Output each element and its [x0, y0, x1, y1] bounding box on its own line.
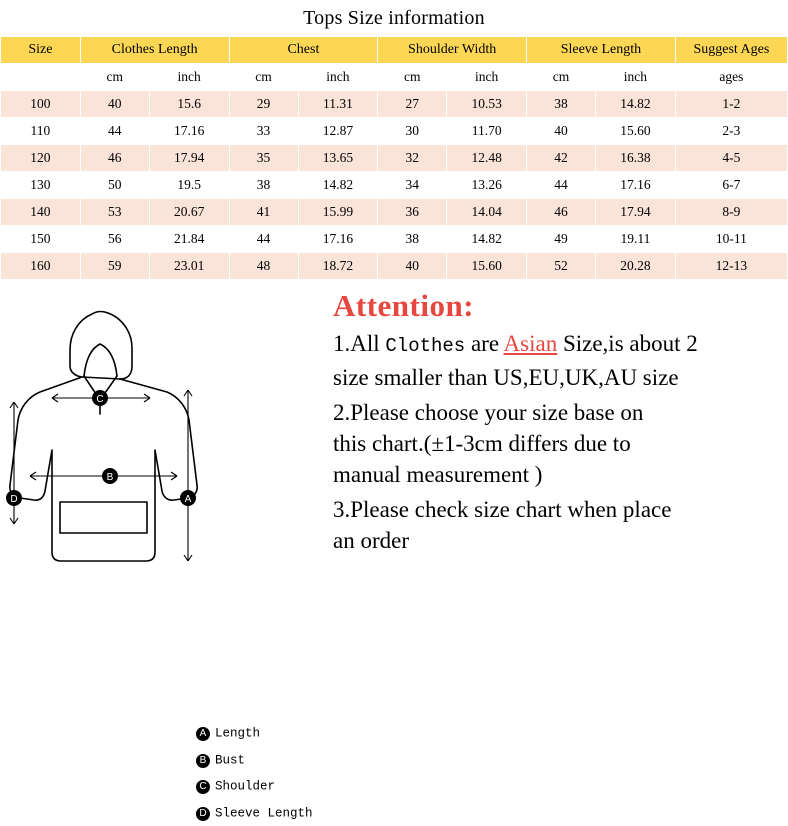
cell-length-cm: 59 [80, 253, 149, 280]
cell-sleeve-cm: 38 [527, 91, 596, 118]
cell-chest-inch: 12.87 [298, 118, 378, 145]
attention-item-3 [328, 494, 788, 556]
cell-chest-cm: 38 [229, 172, 298, 199]
cell-sleeve-cm: 44 [527, 172, 596, 199]
cell-ages: 6-7 [675, 172, 787, 199]
attention-item-1 [328, 328, 788, 393]
cell-size: 110 [1, 118, 81, 145]
cell-sleeve-inch: 17.16 [596, 172, 676, 199]
cell-chest-inch: 18.72 [298, 253, 378, 280]
marker-a [180, 490, 196, 506]
cell-sleeve-inch: 17.94 [596, 199, 676, 226]
garment-diagram [0, 280, 330, 821]
cell-chest-inch: 13.65 [298, 145, 378, 172]
legend-item-shoulder [196, 773, 313, 800]
cell-sleeve-inch: 16.38 [596, 145, 676, 172]
cell-length-cm: 44 [80, 118, 149, 145]
col-header-clothes-length: Clothes Length [80, 37, 229, 64]
legend-item-sleeve-length [196, 800, 313, 826]
unit-cell: cm [229, 64, 298, 91]
cell-chest-inch: 15.99 [298, 199, 378, 226]
cell-shoulder-cm: 32 [378, 145, 447, 172]
legend-badge-d: D [196, 807, 210, 821]
attention-item-1-mono: Clothes [385, 335, 466, 357]
table-group-header-row [1, 37, 788, 64]
table-row [1, 253, 788, 280]
unit-cell: cm [527, 64, 596, 91]
cell-chest-cm: 41 [229, 199, 298, 226]
col-header-sleeve-length: Sleeve Length [527, 37, 676, 64]
col-header-suggest-ages: Suggest Ages [675, 37, 787, 64]
attention-item-1-mid: are [465, 331, 504, 356]
attention-item-3-line-1: 3.Please check size chart when place [333, 497, 672, 522]
cell-sleeve-cm: 42 [527, 145, 596, 172]
cell-ages: 10-11 [675, 226, 787, 253]
unit-cell: ages [675, 64, 787, 91]
diagram-legend [196, 720, 313, 826]
cell-size: 100 [1, 91, 81, 118]
cell-sleeve-cm: 46 [527, 199, 596, 226]
cell-sleeve-cm: 49 [527, 226, 596, 253]
cell-shoulder-cm: 34 [378, 172, 447, 199]
size-table [0, 36, 788, 280]
hoodie-illustration [0, 280, 330, 598]
cell-ages: 8-9 [675, 199, 787, 226]
attention-item-2-line-1: 2.Please choose your size base on [333, 400, 644, 425]
legend-badge-b: B [196, 754, 210, 768]
cell-size: 120 [1, 145, 81, 172]
legend-item-length [196, 720, 313, 747]
cell-chest-inch: 17.16 [298, 226, 378, 253]
cell-chest-cm: 35 [229, 145, 298, 172]
attention-item-1-red: Asian [503, 331, 558, 356]
cell-length-cm: 53 [80, 199, 149, 226]
attention-item-1-line-2: size smaller than US,EU,UK,AU size [333, 365, 679, 390]
attention-item-2-line-2: this chart.(±1-3cm differs due to [333, 431, 631, 456]
unit-cell: inch [298, 64, 378, 91]
svg-text:D: D [10, 494, 18, 505]
cell-chest-cm: 44 [229, 226, 298, 253]
cell-shoulder-cm: 27 [378, 91, 447, 118]
cell-ages: 12-13 [675, 253, 787, 280]
cell-shoulder-inch: 11.70 [447, 118, 527, 145]
cell-chest-cm: 48 [229, 253, 298, 280]
cell-length-inch: 15.6 [149, 91, 229, 118]
page-title: Tops Size information [303, 7, 485, 29]
cell-shoulder-cm: 36 [378, 199, 447, 226]
unit-cell: cm [80, 64, 149, 91]
cell-shoulder-inch: 14.04 [447, 199, 527, 226]
attention-item-3-line-2: an order [333, 528, 409, 553]
cell-chest-cm: 29 [229, 91, 298, 118]
attention-item-1-post: Size,is about 2 [557, 331, 698, 356]
attention-item-2-line-3: manual measurement ) [333, 462, 543, 487]
marker-c [92, 390, 108, 406]
marker-b [102, 468, 118, 484]
cell-sleeve-cm: 40 [527, 118, 596, 145]
table-row [1, 118, 788, 145]
marker-d [6, 490, 22, 506]
cell-size: 130 [1, 172, 81, 199]
svg-text:C: C [96, 394, 104, 405]
cell-sleeve-inch: 15.60 [596, 118, 676, 145]
attention-section [328, 280, 788, 598]
cell-length-cm: 40 [80, 91, 149, 118]
legend-item-bust [196, 747, 313, 774]
cell-shoulder-inch: 13.26 [447, 172, 527, 199]
cell-chest-inch: 14.82 [298, 172, 378, 199]
legend-label-length: Length [215, 726, 261, 741]
attention-item-1-line-1 [333, 328, 788, 362]
legend-label-bust: Bust [215, 753, 246, 768]
table-row [1, 91, 788, 118]
cell-length-inch: 17.16 [149, 118, 229, 145]
cell-shoulder-cm: 40 [378, 253, 447, 280]
cell-size: 160 [1, 253, 81, 280]
unit-cell: inch [149, 64, 229, 91]
attention-heading: Attention: [333, 288, 475, 323]
cell-shoulder-inch: 12.48 [447, 145, 527, 172]
legend-label-sleeve-length: Sleeve Length [215, 806, 313, 821]
cell-length-cm: 46 [80, 145, 149, 172]
cell-size: 150 [1, 226, 81, 253]
legend-badge-c: C [196, 780, 210, 794]
svg-text:B: B [106, 472, 114, 483]
cell-shoulder-cm: 38 [378, 226, 447, 253]
attention-item-2 [328, 397, 788, 490]
col-header-shoulder-width: Shoulder Width [378, 37, 527, 64]
cell-sleeve-inch: 20.28 [596, 253, 676, 280]
cell-length-inch: 21.84 [149, 226, 229, 253]
table-row [1, 199, 788, 226]
cell-shoulder-cm: 30 [378, 118, 447, 145]
attention-item-1-pre: 1.All [333, 331, 386, 356]
table-row [1, 226, 788, 253]
lower-section [0, 280, 788, 821]
cell-ages: 2-3 [675, 118, 787, 145]
cell-shoulder-inch: 15.60 [447, 253, 527, 280]
table-row [1, 172, 788, 199]
cell-chest-inch: 11.31 [298, 91, 378, 118]
cell-ages: 1-2 [675, 91, 787, 118]
cell-length-inch: 23.01 [149, 253, 229, 280]
cell-length-inch: 20.67 [149, 199, 229, 226]
cell-sleeve-inch: 19.11 [596, 226, 676, 253]
cell-length-inch: 19.5 [149, 172, 229, 199]
cell-chest-cm: 33 [229, 118, 298, 145]
col-header-size: Size [1, 37, 81, 64]
unit-cell: inch [596, 64, 676, 91]
table-unit-row [1, 64, 788, 91]
cell-shoulder-inch: 10.53 [447, 91, 527, 118]
legend-label-shoulder: Shoulder [215, 779, 276, 794]
cell-sleeve-inch: 14.82 [596, 91, 676, 118]
cell-length-inch: 17.94 [149, 145, 229, 172]
table-row [1, 145, 788, 172]
cell-sleeve-cm: 52 [527, 253, 596, 280]
cell-length-cm: 50 [80, 172, 149, 199]
cell-size: 140 [1, 199, 81, 226]
legend-badge-a: A [196, 727, 210, 741]
cell-length-cm: 56 [80, 226, 149, 253]
cell-ages: 4-5 [675, 145, 787, 172]
unit-cell-blank [1, 64, 81, 91]
cell-shoulder-inch: 14.82 [447, 226, 527, 253]
unit-cell: cm [378, 64, 447, 91]
col-header-chest: Chest [229, 37, 378, 64]
unit-cell: inch [447, 64, 527, 91]
svg-text:A: A [184, 494, 192, 505]
